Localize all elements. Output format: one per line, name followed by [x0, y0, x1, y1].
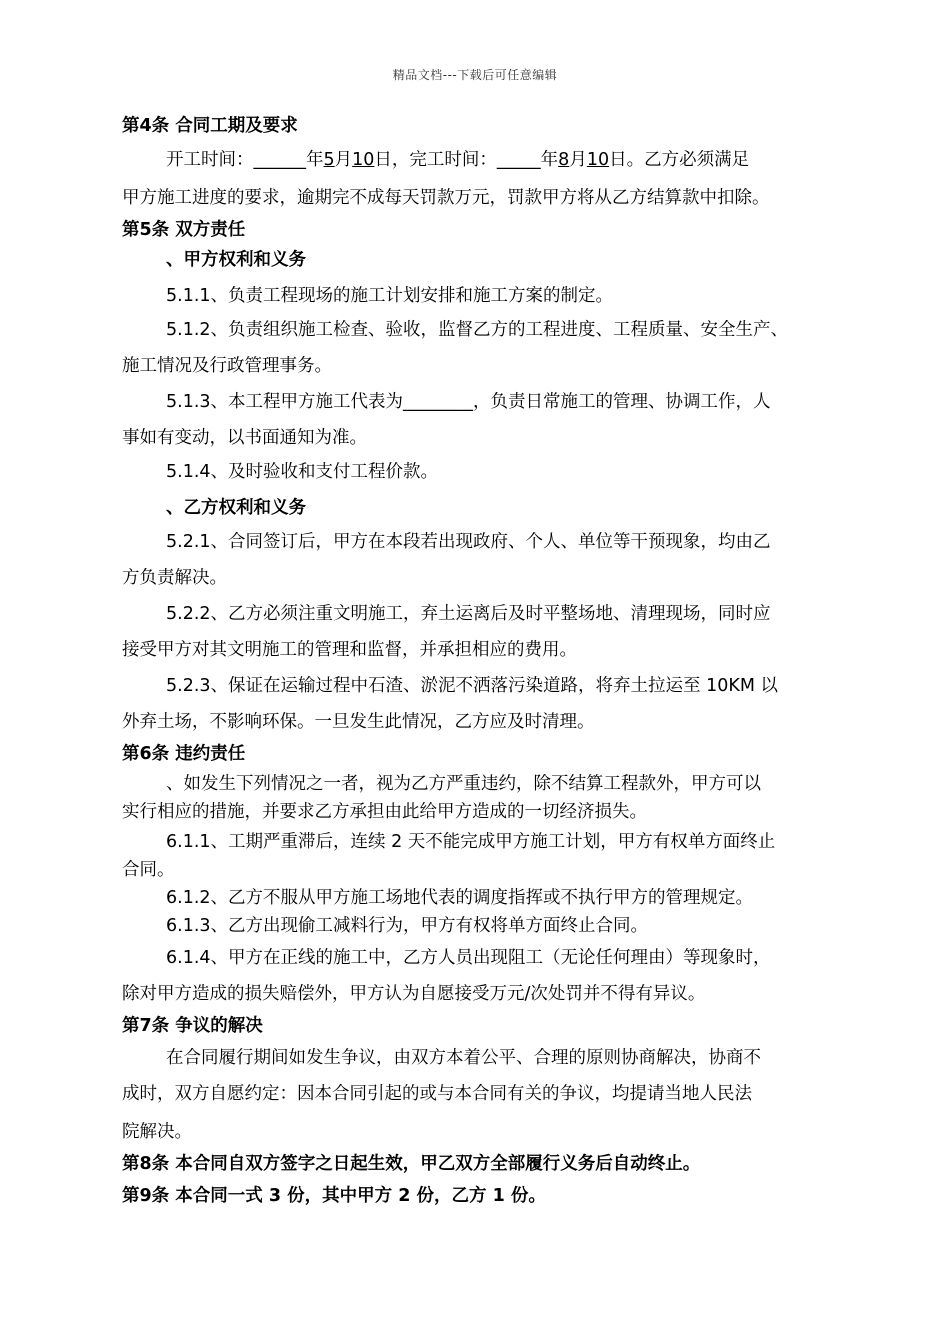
- party-b-rights-heading: 、乙方权利和义务: [166, 498, 306, 518]
- start-day: 10: [352, 150, 375, 170]
- month-char: 月: [569, 150, 587, 170]
- end-day: 10: [586, 150, 610, 170]
- year-char: 年: [306, 150, 324, 170]
- article-8: 第8条 本合同自双方签字之日起生效，甲乙双方全部履行义务后自动终止。: [122, 1154, 701, 1174]
- article-7-line3: 院解决。: [122, 1122, 192, 1142]
- clause-5-2-3-line2: 外弃土场，不影响环保。一旦发生此情况，乙方应及时清理。: [122, 712, 595, 732]
- article-9: 第9条 本合同一式 3 份，其中甲方 2 份，乙方 1 份。: [122, 1186, 546, 1206]
- clause-5-2-3-line1: 5.2.3、保证在运输过程中石渣、淤泥不洒落污染道路，将弃土拉运至 10KM 以: [166, 676, 778, 696]
- clause-6-1-1-line1: 6.1.1、工期严重滞后，连续 2 天不能完成甲方施工计划，甲方有权单方面终止: [166, 832, 776, 852]
- end-month: 8: [558, 150, 570, 170]
- page-header: 精品文档---下载后可任意编辑: [392, 68, 558, 82]
- clause-6-1-1-line2: 合同。: [122, 860, 175, 880]
- clause-5-1-3-line2: 事如有变动，以书面通知为准。: [122, 428, 367, 448]
- clause-6-1-3: 6.1.3、乙方出现偷工减料行为，甲方有权将单方面终止合同。: [166, 916, 649, 936]
- article-5-title: 第5条 双方责任: [122, 220, 246, 240]
- clause-5-1-3-line1: 5.1.3、本工程甲方施工代表为________，负责日常施工的管理、协调工作，人: [166, 392, 771, 412]
- party-a-rights-heading: 、甲方权利和义务: [166, 250, 306, 270]
- clause-6-1-4-line2: 除对甲方造成的损失赔偿外，甲方认为自愿接受万元/次处罚并不得有异议。: [122, 984, 706, 1004]
- end-time-label: 日，完工时间：: [374, 150, 497, 170]
- article-7-title: 第7条 争议的解决: [122, 1016, 263, 1036]
- article-4-title: 第4条 合同工期及要求: [122, 116, 298, 136]
- end-year-blank: _____: [496, 150, 541, 170]
- clause-5-1-1: 5.1.1、负责工程现场的施工计划安排和施工方案的制定。: [166, 286, 614, 306]
- start-year-blank: ______: [253, 150, 306, 170]
- clause-5-2-1-line1: 5.2.1、合同签订后，甲方在本段若出现政府、个人、单位等干预现象，均由乙: [166, 532, 771, 552]
- clause-6-1-4-line1: 6.1.4、甲方在正线的施工中，乙方人员出现阻工（无论任何理由）等现象时，: [166, 948, 771, 968]
- clause-5-2-2-line1: 5.2.2、乙方必须注重文明施工，弃土运离后及时平整场地、清理现场，同时应: [166, 604, 771, 624]
- start-time-label: 开工时间：: [166, 150, 254, 170]
- clause-5-1-2-line2: 施工情况及行政管理事务。: [122, 356, 332, 376]
- article-6-intro-line2: 实行相应的措施，并要求乙方承担由此给甲方造成的一切经济损失。: [122, 802, 647, 822]
- year-char: 年: [540, 150, 559, 170]
- clause-5-2-1-line2: 方负责解决。: [122, 568, 227, 588]
- article-6-intro-line1: 、如发生下列情况之一者，视为乙方严重违约，除不结算工程款外，甲方可以: [166, 774, 761, 794]
- schedule-tail: 日。乙方必须满足: [609, 150, 750, 170]
- article-4-schedule-line: [166, 148, 749, 172]
- month-char: 月: [334, 150, 353, 170]
- article-7-line1: 在合同履行期间如发生争议，由双方本着公平、合理的原则协商解决，协商不: [166, 1048, 761, 1068]
- article-6-title: 第6条 违约责任: [122, 744, 246, 764]
- article-4-penalty: 甲方施工进度的要求，逾期完不成每天罚款万元，罚款甲方将从乙方结算款中扣除。: [122, 188, 770, 208]
- article-7-line2: 成时，双方自愿约定：因本合同引起的或与本合同有关的争议，均提请当地人民法: [122, 1084, 752, 1104]
- clause-5-1-4: 5.1.4、及时验收和支付工程价款。: [166, 462, 439, 482]
- start-month: 5: [323, 150, 335, 170]
- clause-5-2-2-line2: 接受甲方对其文明施工的管理和监督，并承担相应的费用。: [122, 640, 577, 660]
- clause-5-1-2-line1: 5.1.2、负责组织施工检查、验收，监督乙方的工程进度、工程质量、安全生产、: [166, 320, 789, 340]
- clause-6-1-2: 6.1.2、乙方不服从甲方施工场地代表的调度指挥或不执行甲方的管理规定。: [166, 888, 754, 908]
